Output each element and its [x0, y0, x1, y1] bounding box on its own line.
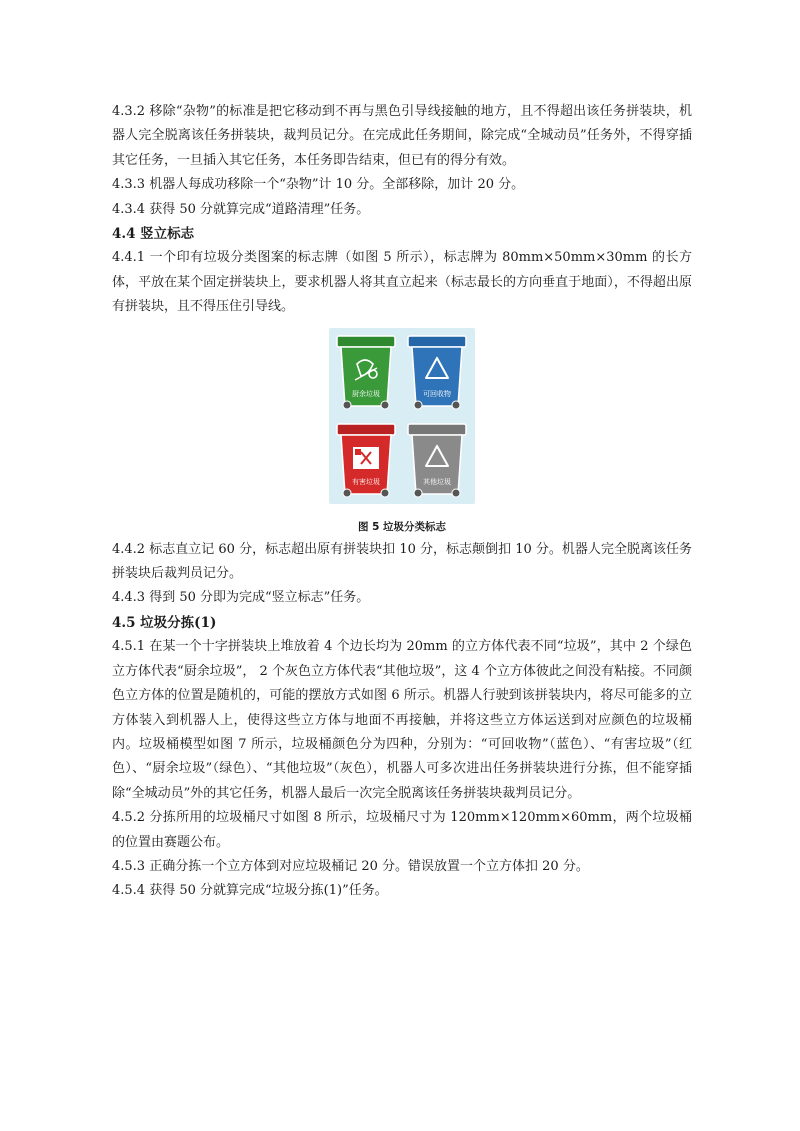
bin-hazardous	[335, 422, 397, 498]
document-body	[112, 100, 692, 904]
paragraph-4-3-4: 4.3.4 获得 50 分就算完成“道路清理”任务。	[112, 201, 370, 217]
paragraph-4-5-3: 4.5.3 正确分拣一个立方体到对应垃圾桶记 20 分。错误放置一个立方体扣 20 分。	[112, 858, 589, 874]
figure-5-garbage-bins	[329, 328, 475, 504]
paragraph-4-5-1: 4.5.1 在某一个十字拼装块上堆放着 4 个边长均为 20mm 的立方体代表不同“垃圾”，其中 2 个绿色立方体代表“厨余垃圾”， 2 个灰色立方体代表“其他垃圾”，这 4 个立方体彼此之间没有粘接。不同颜色立方体的位置是随机的，可能的摆放方式如图 6 所示。机器人行驶到该拼装块内，将尽可能多的立方体装入到机器人上，使得这些立方体与地面不再接触，并将这些立方体运送到对应颜色的垃圾桶内。垃圾桶模型如图 7 所示，垃圾桶颜色分为四种，分别为：“可回收物”（蓝色）、“有害垃圾”（红色）、“厨余垃圾”（绿色）、“其他垃圾”（灰色），机器人可多次进出任务拼装块进行分拣，但不能穿插除“全城动员”外的其它任务，机器人最后一次完全脱离该任务拼装块裁判员记分。	[112, 639, 692, 801]
paragraph-4-3-3: 4.3.3 机器人每成功移除一个“杂物”计 10 分。全部移除，加计 20 分。	[112, 177, 525, 193]
bin-label-food-waste: 厨余垃圾	[352, 389, 380, 398]
bin-food-waste	[335, 334, 397, 410]
paragraph-4-3-2: 4.3.2 移除“杂物”的标准是把它移动到不再与黑色引导线接触的地方，且不得超出该任务拼装块，机器人完全脱离该任务拼装块，裁判员记分。在完成此任务期间，除完成“全城动员”任务外，不得穿插其它任务，一旦插入其它任务，本任务即告结束，但已有的得分有效。	[112, 104, 692, 168]
paragraph-4-5-2: 4.5.2 分拣所用的垃圾桶尺寸如图 8 所示，垃圾桶尺寸为 120mm×120mm×60mm，两个垃圾桶的位置由赛题公布。	[112, 810, 692, 850]
hazard-icon	[353, 447, 379, 469]
paragraph-4-4-2: 4.4.2 标志直立记 60 分，标志超出原有拼装块扣 10 分，标志颠倒扣 10 分。机器人完全脱离该任务拼装块后裁判员记分。	[112, 541, 692, 582]
heading-4-5: 4.5 垃圾分拣(1)	[112, 614, 217, 631]
figure-5-caption: 图 5 垃圾分类标志	[357, 520, 447, 533]
bin-label-recyclable: 可回收物	[423, 389, 451, 398]
heading-4-4: 4.4 竖立标志	[112, 226, 195, 243]
paragraph-4-4-1: 4.4.1 一个印有垃圾分类图案的标志牌（如图 5 所示），标志牌为 80mm×50mm×30mm 的长方体，平放在某个固定拼装块上，要求机器人将其直立起来（标志最长的方向垂直于地面），不得超出原有拼装块，且不得压住引导线。	[112, 250, 692, 315]
bin-other	[406, 422, 468, 498]
paragraph-4-5-4: 4.5.4 获得 50 分就算完成“垃圾分拣(1)”任务。	[112, 883, 388, 899]
bin-label-hazardous: 有害垃圾	[352, 477, 380, 486]
bin-label-other: 其他垃圾	[423, 477, 451, 486]
paragraph-4-4-3: 4.4.3 得到 50 分即为完成“竖立标志”任务。	[112, 590, 370, 606]
bin-recyclable	[406, 334, 468, 410]
